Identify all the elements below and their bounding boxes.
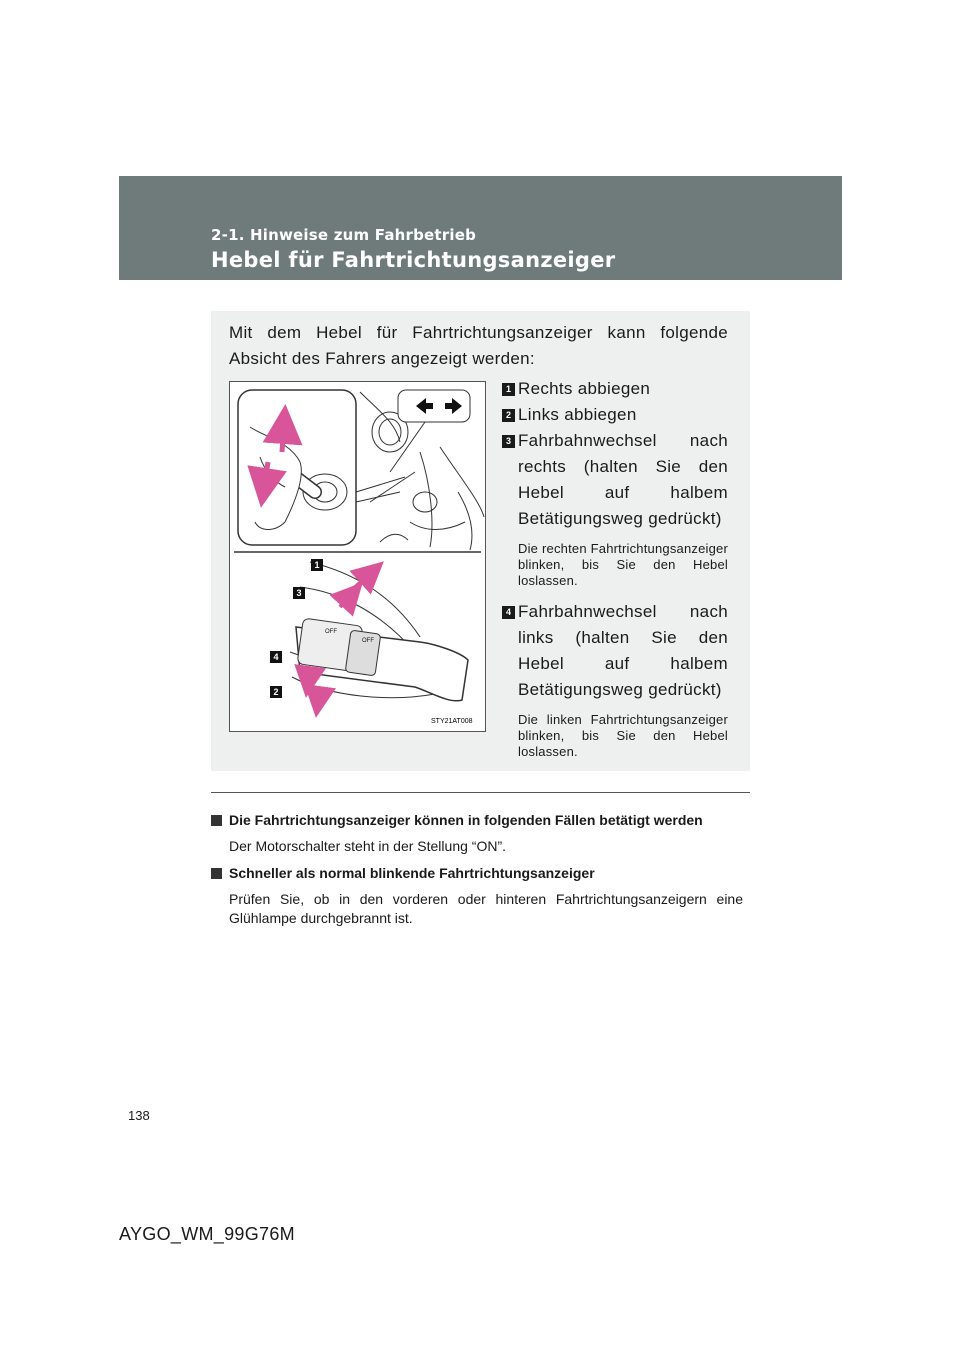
document-code: AYGO_WM_99G76M bbox=[119, 1224, 295, 1244]
step-list bbox=[502, 376, 728, 770]
figure-illustration bbox=[230, 382, 485, 731]
page-number: 138 bbox=[128, 1108, 150, 1123]
step-number-badge: 3 bbox=[502, 435, 515, 448]
note-body: Der Motorschalter steht in der Stellung “ON”. bbox=[229, 838, 506, 854]
callout-badge-2 bbox=[270, 686, 282, 698]
intro-text: Mit dem Hebel für Fahrtrichtungsanzeiger kann folgende Absicht des Fahrers angezeigt werden: bbox=[229, 323, 728, 368]
step-item bbox=[502, 376, 728, 402]
square-bullet-icon bbox=[211, 815, 222, 826]
direction-arrows-icon bbox=[390, 390, 470, 472]
section-divider bbox=[211, 792, 750, 793]
step-item bbox=[502, 428, 728, 532]
square-bullet-icon bbox=[211, 868, 222, 879]
step-label: Links abbiegen bbox=[518, 405, 637, 424]
svg-text:1: 1 bbox=[314, 560, 320, 570]
note-heading bbox=[211, 864, 743, 883]
step-label: Fahrbahnwechsel nach rechts (halten Sie den Hebel auf halbem Betätigungsweg gedrückt) bbox=[518, 431, 728, 528]
hand-on-lever-inset bbox=[238, 390, 405, 545]
step-note: Die linken Fahrtrichtungsanzeiger blinken, bis Sie den Hebel loslassen. bbox=[518, 712, 728, 759]
step-label: Fahrbahnwechsel nach links (halten Sie den Hebel auf halbem Betätigungsweg gedrückt) bbox=[518, 602, 728, 699]
note-body: Prüfen Sie, ob in den vorderen oder hinteren Fahrtrichtungsanzeigern eine Glühlampe durchgebrannt ist. bbox=[229, 891, 743, 926]
note-heading bbox=[211, 811, 743, 830]
callout-badge-3 bbox=[293, 587, 305, 599]
step-note: Die rechten Fahrtrichtungsanzeiger blinken, bis Sie den Hebel loslassen. bbox=[518, 541, 728, 588]
note-heading-text: Die Fahrtrichtungsanzeiger können in folgenden Fällen betätigt werden bbox=[229, 812, 703, 828]
lever-mark-off-1: OFF bbox=[325, 629, 337, 635]
callout-badge-1 bbox=[311, 559, 323, 571]
svg-text:4: 4 bbox=[273, 652, 279, 662]
svg-text:3: 3 bbox=[296, 588, 302, 598]
lever-mark-off-2: OFF bbox=[362, 638, 374, 644]
step-number-badge: 2 bbox=[502, 409, 515, 422]
step-item bbox=[502, 599, 728, 703]
lever-diagram bbox=[290, 562, 468, 702]
step-item bbox=[502, 402, 728, 428]
svg-text:2: 2 bbox=[273, 687, 279, 697]
notes-section bbox=[211, 811, 743, 936]
step-number-badge: 1 bbox=[502, 383, 515, 396]
step-label: Rechts abbiegen bbox=[518, 379, 651, 398]
callout-badge-4 bbox=[270, 651, 282, 663]
figure-code: STY21AT008 bbox=[431, 718, 473, 725]
section-label: 2-1. Hinweise zum Fahrbetrieb bbox=[211, 226, 477, 244]
page-title: Hebel für Fahrtrichtungsanzeiger bbox=[211, 248, 616, 272]
note-heading-text: Schneller als normal blinkende Fahrtrichtungsanzeiger bbox=[229, 865, 595, 881]
turn-signal-lever-figure bbox=[229, 381, 486, 732]
step-number-badge: 4 bbox=[502, 606, 515, 619]
